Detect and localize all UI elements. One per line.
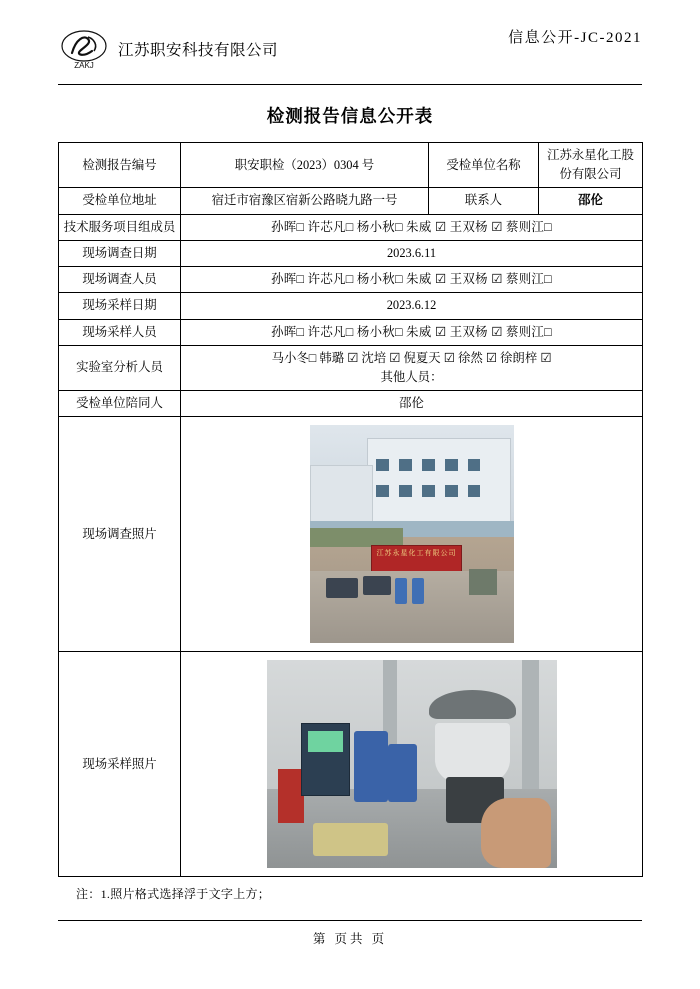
escort-label: 受检单位陪同人 [59, 391, 181, 417]
table-row-photo [59, 417, 643, 652]
site-survey-photo [310, 425, 514, 643]
photo-vehicle [326, 578, 359, 598]
client-value: 江苏永星化工股份有限公司 [539, 143, 643, 188]
team-label: 技术服务项目组成员 [59, 214, 181, 240]
photo-sampler-body [435, 723, 510, 785]
photo2-label: 现场采样照片 [59, 652, 181, 877]
zakj-logo-icon [58, 29, 110, 69]
photo-building [367, 438, 512, 527]
company-logo-group [58, 29, 278, 69]
photo-pipe [522, 660, 539, 789]
header-divider [58, 84, 642, 85]
photo-instrument-screen [308, 731, 343, 752]
photo-cylinder [412, 578, 424, 604]
photo-operator-hand [481, 798, 551, 869]
lab-staff-line-2: 其他人员： [380, 369, 443, 384]
document-code: 信息公开-JC-2021 [508, 30, 642, 46]
info-table [58, 142, 643, 877]
sampling-staff-value: 孙晖□ 许芯凡□ 杨小秋□ 朱威 ☑ 王双杨 ☑ 蔡则江□ [181, 319, 643, 345]
table-row [59, 188, 643, 214]
table-row [59, 214, 643, 240]
photo-gas-tank [354, 731, 389, 802]
table-row [59, 391, 643, 417]
photo-red-equipment [278, 769, 304, 823]
photo2-cell [181, 652, 643, 877]
table-row [59, 293, 643, 319]
survey-staff-value: 孙晖□ 许芯凡□ 杨小秋□ 朱威 ☑ 王双杨 ☑ 蔡则江□ [181, 267, 643, 293]
table-row [59, 240, 643, 266]
table-row [59, 267, 643, 293]
company-name: 江苏职安科技有限公司 [118, 42, 279, 59]
photo-equipment [469, 569, 498, 595]
photo-vehicle [363, 576, 392, 596]
team-value: 孙晖□ 许芯凡□ 杨小秋□ 朱威 ☑ 王双杨 ☑ 蔡则江□ [181, 214, 643, 240]
address-value: 宿迁市宿豫区宿新公路晓九路一号 [181, 188, 429, 214]
contact-label: 联系人 [429, 188, 539, 214]
sampling-date-value: 2023.6.12 [181, 293, 643, 319]
photo-cylinder [395, 578, 407, 604]
photo-factory-sign-text: 江苏永星化工有限公司 [376, 549, 457, 558]
report-no-label: 检测报告编号 [59, 143, 181, 188]
survey-date-label: 现场调查日期 [59, 240, 181, 266]
footer-divider [58, 920, 642, 921]
table-row-photo [59, 652, 643, 877]
lab-staff-label: 实验室分析人员 [59, 345, 181, 390]
escort-value: 邵伦 [181, 391, 643, 417]
photo-gas-tank [388, 744, 417, 802]
photo1-cell [181, 417, 643, 652]
lab-staff-line-1: 马小冬□ 韩璐 ☑ 沈培 ☑ 倪夏天 ☑ 徐然 ☑ 徐朗梓 ☑ [271, 350, 552, 365]
contact-value: 邵伦 [539, 188, 643, 214]
page-number: 第 页共 页 [312, 932, 388, 946]
table-notes: 注：1.照片格式选择浮于文字上方； [76, 887, 271, 902]
table-row [59, 319, 643, 345]
svg-text:ZAKJ: ZAKJ [74, 61, 94, 70]
photo-instrument [301, 723, 349, 796]
photo-factory-sign [371, 545, 463, 573]
photo1-label: 现场调查照片 [59, 417, 181, 652]
site-sampling-photo [267, 660, 557, 868]
survey-staff-label: 现场调查人员 [59, 267, 181, 293]
table-row [59, 143, 643, 188]
photo-sampling-pad [313, 823, 388, 856]
document-footer [58, 920, 642, 947]
document-header [58, 0, 642, 80]
photo-building-secondary [310, 465, 373, 528]
sampling-date-label: 现场采样日期 [59, 293, 181, 319]
client-label: 受检单位名称 [429, 143, 539, 188]
table-row [59, 345, 643, 390]
sampling-staff-label: 现场采样人员 [59, 319, 181, 345]
report-no-value: 职安职检（2023）0304 号 [181, 143, 429, 188]
address-label: 受检单位地址 [59, 188, 181, 214]
lab-staff-value [181, 345, 643, 390]
survey-date-value: 2023.6.11 [181, 240, 643, 266]
page-title: 检测报告信息公开表 [266, 106, 434, 126]
